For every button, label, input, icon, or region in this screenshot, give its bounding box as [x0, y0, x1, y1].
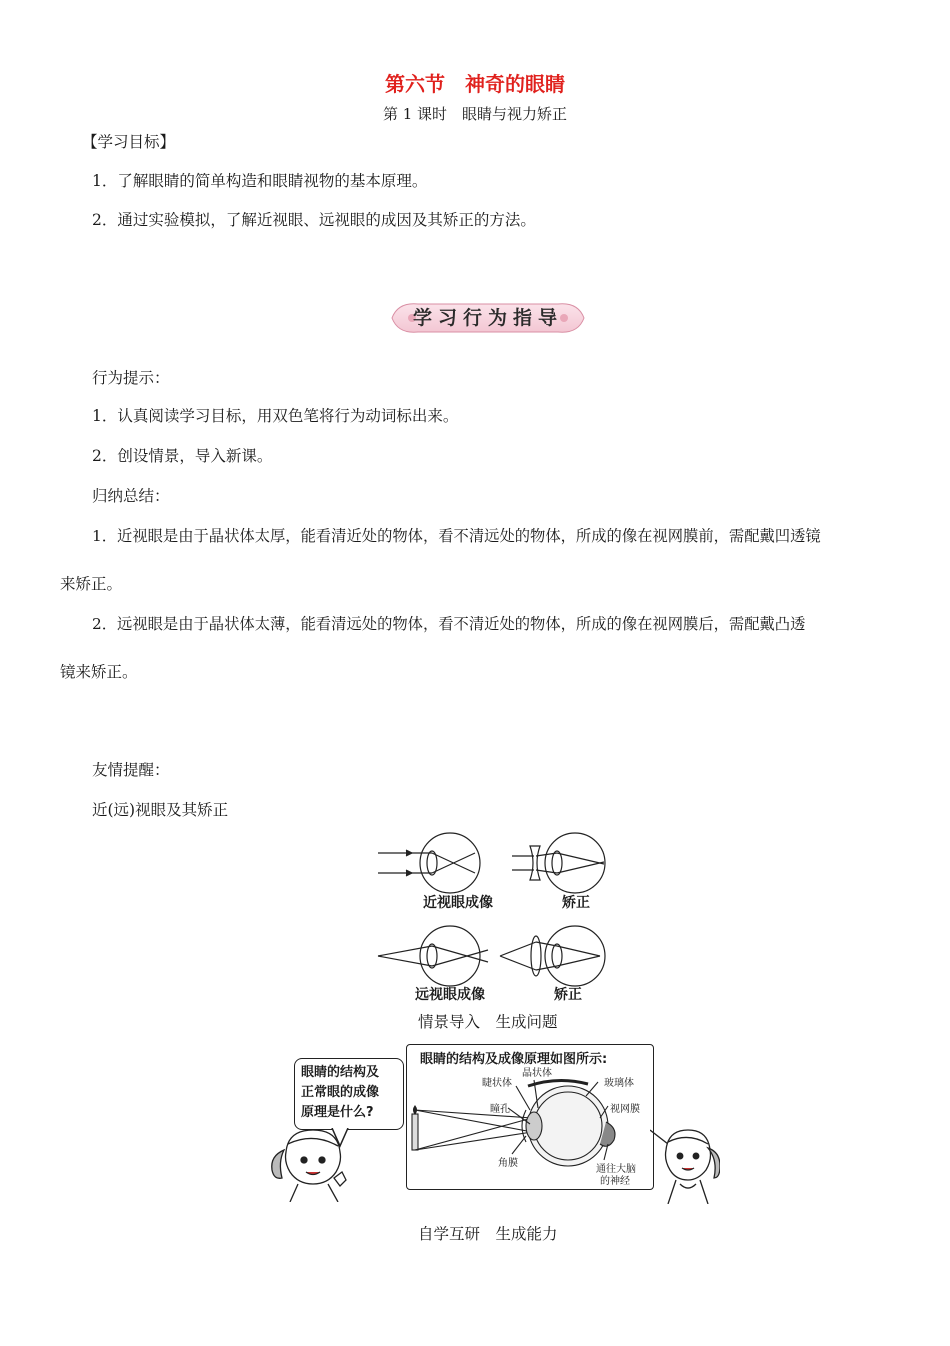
objective-item-2: 2．通过实验模拟，了解近视眼、远视眼的成因及其矫正的方法。 — [92, 211, 536, 229]
behavior-tip-2: 2．创设情景，导入新课。 — [92, 447, 273, 465]
objective-item-1: 1．了解眼睛的简单构造和眼睛视物的基本原理。 — [92, 172, 428, 190]
girl-right-illustration — [650, 1120, 720, 1204]
behavior-tips-heading: 行为提示： — [92, 369, 170, 387]
objectives-heading: 【学习目标】 — [82, 133, 176, 151]
summary-p1-line2: 来矫正。 — [60, 575, 123, 593]
label-cornea: 角膜 — [498, 1158, 518, 1169]
summary-p2-line2: 镜来矫正。 — [60, 663, 138, 681]
summary-p2-line1: 2．远视眼是由于晶状体太薄，能看清远处的物体，看不清近处的物体，所成的像在视网膜后，需配戴凸透 — [92, 615, 806, 633]
summary-heading: 归纳总结： — [92, 487, 170, 505]
caption-hyperopia-correction: 矫正 — [554, 987, 582, 1003]
section-intro-heading: 情景导入 生成问题 — [418, 1013, 558, 1031]
hyperopia-eye-diagram — [378, 926, 488, 986]
caption-myopia-correction: 矫正 — [562, 895, 590, 911]
page-subtitle: 第 1 课时 眼睛与视力矫正 — [382, 105, 568, 123]
myopia-eye-diagram — [378, 833, 480, 893]
label-lens: 晶状体 — [522, 1068, 552, 1079]
banner-label: 学习行为指导 — [412, 307, 563, 329]
label-retina: 视网膜 — [610, 1104, 640, 1115]
label-nerve-2: 的神经 — [600, 1176, 630, 1187]
hyperopia-correction-diagram — [500, 926, 605, 986]
label-ciliary: 睫状体 — [482, 1078, 512, 1089]
reminder-topic: 近(远)视眼及其矫正 — [92, 801, 229, 819]
eye-box-heading: 眼睛的结构及成像原理如图所示: — [420, 1052, 608, 1067]
bubble-line-3: 原理是什么? — [301, 1105, 374, 1120]
bubble-line-1: 眼睛的结构及 — [301, 1065, 380, 1080]
bubble-line-2: 正常眼的成像 — [301, 1085, 380, 1100]
bubble-tail — [330, 1128, 360, 1148]
caption-myopia: 近视眼成像 — [423, 895, 493, 911]
caption-hyperopia: 远视眼成像 — [415, 987, 485, 1003]
section-self-study-heading: 自学互研 生成能力 — [418, 1225, 558, 1243]
label-nerve-1: 通往大脑 — [596, 1164, 636, 1175]
label-pupil: 瞳孔 — [490, 1104, 510, 1115]
summary-p1-line1: 1．近视眼是由于晶状体太厚，能看清近处的物体，看不清远处的物体，所成的像在视网膜前，需配戴凹透镜 — [92, 527, 821, 545]
label-vitreous: 玻璃体 — [604, 1078, 634, 1089]
behavior-tip-1: 1．认真阅读学习目标，用双色笔将行为动词标出来。 — [92, 407, 459, 425]
reminder-heading: 友情提醒： — [92, 761, 170, 779]
vision-correction-figure — [370, 828, 610, 1008]
question-bubble — [294, 1058, 404, 1130]
myopia-correction-diagram — [512, 833, 605, 893]
page-title: 第六节 神奇的眼睛 — [385, 72, 565, 96]
